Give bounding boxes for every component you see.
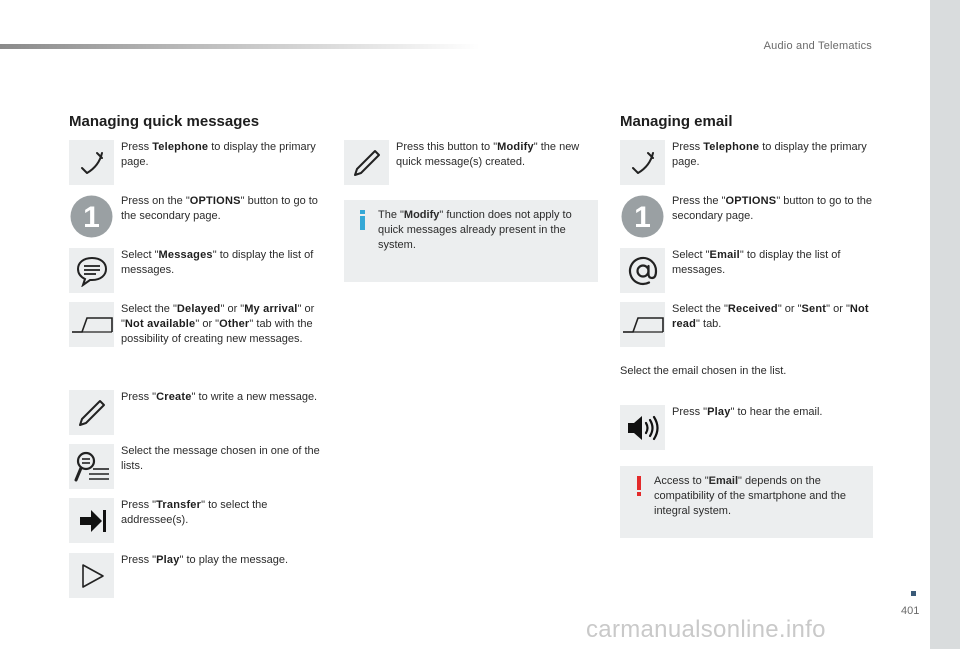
badge-number: 1 [83,201,100,234]
select-email-text: Select the email chosen in the list. [620,365,787,377]
badge-number: 1 [634,201,651,234]
step-text: Select "Messages" to display the list of messages. [121,249,314,276]
info-note-text: The "Modify" function does not apply to quick messages already present in the system. [378,209,572,251]
step-play [69,553,331,598]
quick-messages-title: Managing quick messages [69,113,260,130]
tab-icon [69,302,114,347]
step-select-message [69,444,331,489]
step-telephone [69,140,331,185]
step-text: Select the "Delayed" or "My arrival" or "Not available" or "Other" tab with the possibility of creating new messages. [121,303,315,345]
info-note [344,200,598,282]
email-step-tab [620,302,876,347]
step-text: Press this button to "Modify" the new quick message(s) created. [396,141,580,168]
step-text: Press on the "OPTIONS" button to go to the secondary page. [121,195,318,222]
step-text: Select "Email" to display the list of messages. [672,249,841,276]
step-tab [69,302,331,347]
step-messages [69,248,331,293]
handset-icon [620,140,665,185]
step-text: Press "Play" to play the message. [121,554,288,566]
page-number: 401 [901,605,920,617]
step-text: Select the "Received" or "Sent" or "Not read" tab. [672,303,869,330]
step-text: Press Telephone to display the primary page. [121,141,316,168]
pencil-icon [344,140,389,185]
side-strip [930,0,960,649]
step-text: Press "Play" to hear the email. [672,406,823,418]
email-step-play [620,405,876,450]
step-options [69,194,331,239]
step-1-badge [69,194,114,239]
email-title: Managing email [620,113,733,130]
step-text: Press Telephone to display the primary page. [672,141,867,168]
pencil-icon [69,390,114,435]
warning-note-text: Access to "Email" depends on the compatibility of the smartphone and the integral system. [654,475,847,517]
email-step-telephone [620,140,876,185]
play-icon [69,553,114,598]
step-create [69,390,331,435]
step-text: Select the message chosen in one of the lists. [121,445,320,472]
watermark: carmanualsonline.info [586,616,826,643]
warning-icon [632,475,646,497]
header-title: Audio and Telematics [763,40,872,52]
step-modify [344,140,600,185]
speaker-icon [620,405,665,450]
at-sign-icon [620,248,665,293]
step-transfer [69,498,331,543]
handset-icon [69,140,114,185]
tab-icon [620,302,665,347]
transfer-icon [69,498,114,543]
messages-icon [69,248,114,293]
info-icon [356,209,370,231]
step-1-badge [620,194,665,239]
email-step-email [620,248,876,293]
email-step-options [620,194,876,239]
step-text: Press "Transfer" to select the addressee(s). [121,499,268,526]
step-text: Press "Create" to write a new message. [121,391,318,403]
warning-note [620,466,873,538]
search-list-icon [69,444,114,489]
step-text: Press the "OPTIONS" button to go to the secondary page. [672,195,872,222]
page-marker [911,591,916,596]
header-rule [0,44,480,49]
